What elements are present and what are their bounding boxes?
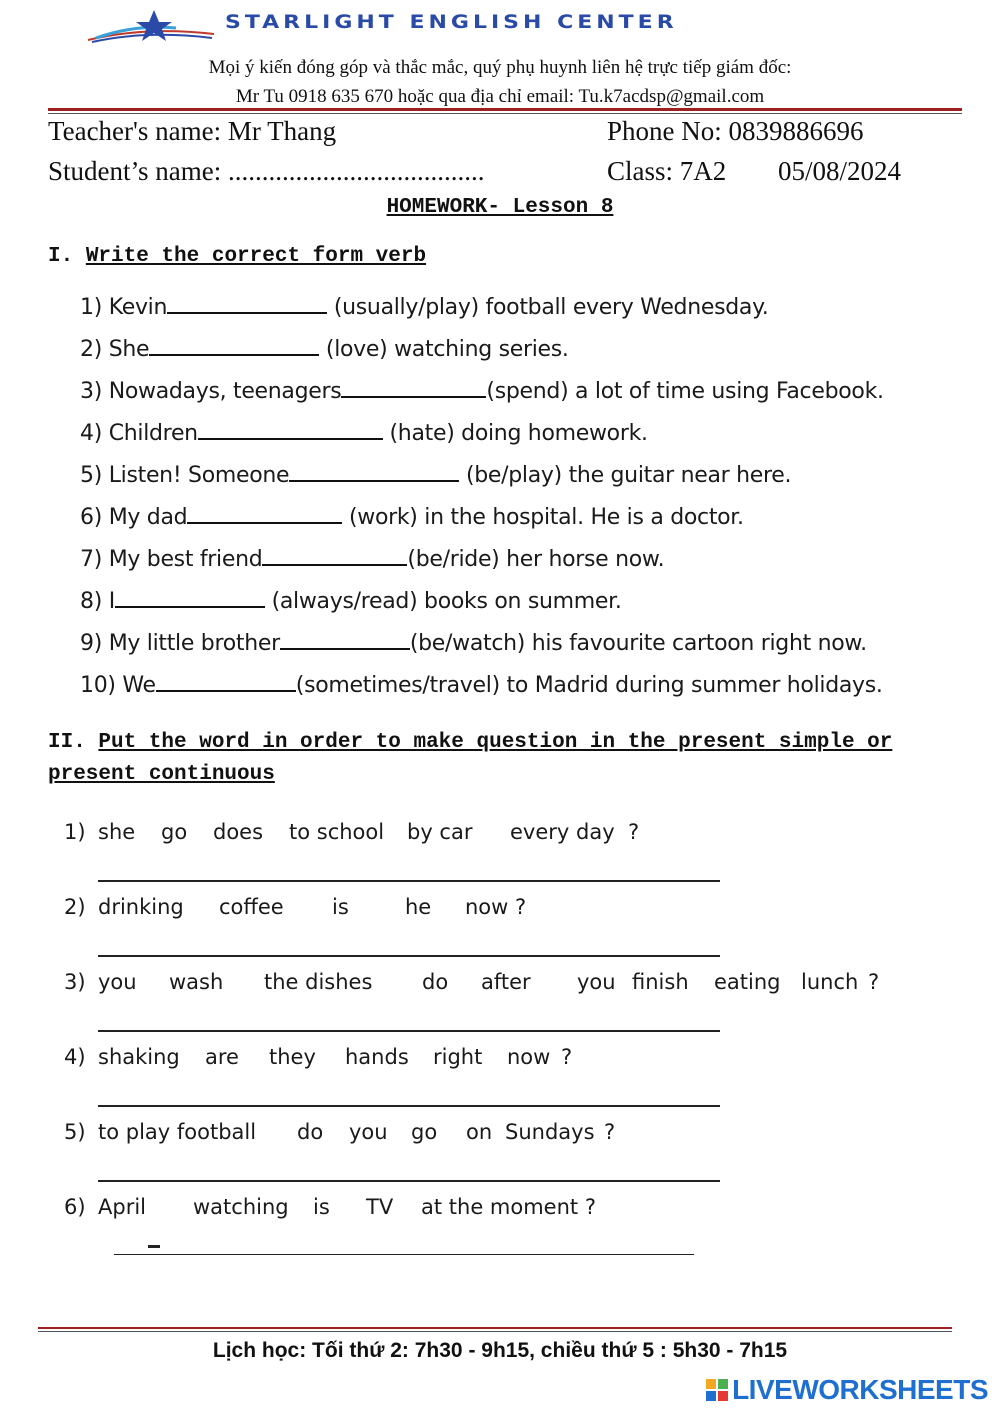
item-text: My best friend [108, 547, 263, 572]
section-2-number: II. [48, 731, 86, 754]
word-chip: are [205, 1045, 239, 1069]
exercise-1-item [80, 630, 867, 656]
word-chip: TV [366, 1195, 394, 1219]
item-number: 5) [64, 1120, 86, 1144]
answer-blank[interactable] [115, 588, 265, 608]
section-2-title: Put the word in order to make question in the present simple or [98, 731, 893, 754]
word-chip: April [98, 1195, 146, 1219]
word-chip: right [433, 1045, 483, 1069]
item-number: 2) [64, 895, 86, 919]
item-number: 4) [80, 421, 102, 446]
answer-line[interactable] [98, 955, 720, 957]
item-number: 1) [80, 295, 102, 320]
word-chip: watching [193, 1195, 289, 1219]
section-1-title: Write the correct form verb [85, 245, 427, 268]
question-2-item [64, 895, 526, 919]
answer-line[interactable] [98, 1105, 720, 1107]
exercise-1-item [80, 336, 569, 362]
item-text: (hate) doing homework. [382, 421, 648, 446]
logo-star-icon [86, 8, 216, 44]
word-chip: finish [632, 970, 689, 994]
section-2-title-line2: present continuous [48, 763, 275, 786]
exercise-1-item [80, 672, 883, 698]
answer-dash [148, 1245, 160, 1248]
class-label: Class: 7A2 [607, 156, 727, 186]
word-chip: is [313, 1195, 330, 1219]
word-chip: Sundays [505, 1120, 595, 1144]
answer-line[interactable] [98, 880, 720, 882]
word-chip: after [481, 970, 531, 994]
item-text: My little brother [108, 631, 280, 656]
item-text: I [108, 589, 115, 614]
item-number: 10) [80, 673, 116, 698]
section-2-heading [48, 731, 892, 754]
exercise-1-item [80, 462, 791, 488]
answer-blank[interactable] [198, 420, 383, 440]
item-text: (be/play) the guitar near here. [459, 463, 792, 488]
word-chip: they [269, 1045, 316, 1069]
item-number: 3) [80, 379, 102, 404]
homework-title: HOMEWORK- Lesson 8 [386, 196, 614, 219]
item-number: 6) [64, 1195, 86, 1219]
item-number: 4) [64, 1045, 86, 1069]
answer-blank[interactable] [167, 294, 327, 314]
answer-blank[interactable] [156, 672, 296, 692]
item-number: 6) [80, 505, 102, 530]
item-text: Nowadays, teenagers [108, 379, 342, 404]
question-2-item [64, 1045, 572, 1069]
word-chip: go [161, 820, 188, 844]
item-text: Kevin [108, 295, 168, 320]
item-text: (be/ride) her horse now. [407, 547, 665, 572]
class-schedule: Lịch học: Tối thứ 2: 7h30 - 9h15, chiều thứ 5 : 5h30 - 7h15 [212, 1339, 788, 1362]
contact-line-1: Mọi ý kiến đóng góp và thắc mắc, quý phụ huynh liên hệ trực tiếp giám đốc: [208, 57, 792, 78]
item-text: (usually/play) football every Wednesday. [327, 295, 769, 320]
word-chip: she [98, 820, 136, 844]
word-chip: shaking [98, 1045, 180, 1069]
word-chip: ? [561, 1045, 573, 1069]
item-number: 3) [64, 970, 86, 994]
word-chip: eating [714, 970, 781, 994]
item-text: (spend) a lot of time using Facebook. [486, 379, 884, 404]
item-number: 7) [80, 547, 102, 572]
answer-line[interactable] [114, 1254, 694, 1255]
exercise-1-item [80, 294, 768, 320]
answer-blank[interactable] [289, 462, 459, 482]
item-text: (work) in the hospital. He is a doctor. [342, 505, 744, 530]
section-1-number: I. [48, 245, 74, 268]
item-number: 5) [80, 463, 102, 488]
word-chip: ? [868, 970, 880, 994]
word-chip: the dishes [264, 970, 373, 994]
word-chip: hands [345, 1045, 409, 1069]
exercise-1-item [80, 588, 622, 614]
answer-blank[interactable] [149, 336, 319, 356]
answer-blank[interactable] [280, 630, 410, 650]
word-chip: drinking [98, 895, 184, 919]
word-chip: now ? [465, 895, 527, 919]
word-chip: on [466, 1120, 493, 1144]
word-chip: do [422, 970, 449, 994]
word-chip: do [297, 1120, 324, 1144]
answer-blank[interactable] [187, 504, 342, 524]
item-number: 1) [64, 820, 86, 844]
answer-blank[interactable] [262, 546, 407, 566]
footer-divider [38, 1327, 952, 1329]
word-chip: lunch [801, 970, 859, 994]
item-text: (love) watching series. [319, 337, 569, 362]
exercise-1-item [80, 546, 664, 572]
item-text: Children [108, 421, 198, 446]
exercise-1-item [80, 504, 744, 530]
contact-line-2: Mr Tu 0918 635 670 hoặc qua địa chỉ email: Tu.k7acdsp@gmail.com [235, 86, 765, 107]
word-chip: you [577, 970, 616, 994]
word-chip: is [332, 895, 349, 919]
exercise-1-item [80, 378, 884, 404]
footer-divider-thin [38, 1331, 952, 1332]
item-number: 8) [80, 589, 102, 614]
item-number: 2) [80, 337, 102, 362]
word-chip: to school [289, 820, 385, 844]
question-2-item [64, 1120, 615, 1144]
answer-blank[interactable] [341, 378, 486, 398]
word-chip: at the moment ? [421, 1195, 596, 1219]
date: 05/08/2024 [778, 156, 902, 186]
item-text: She [108, 337, 150, 362]
brand-text: LIVEWORKSHEETS [732, 1374, 988, 1405]
student-name-field: Student’s name: ...................................... [48, 156, 485, 186]
section-2-heading-cont [48, 763, 275, 786]
word-chip: does [213, 820, 264, 844]
header-divider [48, 108, 962, 111]
word-chip: you [349, 1120, 388, 1144]
word-chip: wash [169, 970, 224, 994]
question-2-item [64, 820, 639, 844]
word-chip: you [98, 970, 137, 994]
answer-line[interactable] [98, 1180, 720, 1182]
item-text: (sometimes/travel) to Madrid during summer holidays. [295, 673, 883, 698]
exercise-1-item [80, 420, 648, 446]
phone-number: Phone No: 0839886696 [607, 116, 864, 146]
item-text: My dad [108, 505, 188, 530]
item-text: Listen! Someone [108, 463, 290, 488]
word-chip: ? [604, 1120, 616, 1144]
liveworksheets-icon [706, 1379, 728, 1401]
center-name: STARLIGHT ENGLISH CENTER [225, 12, 678, 34]
word-chip: he [405, 895, 432, 919]
liveworksheets-logo [706, 1374, 988, 1406]
item-text: We [122, 673, 156, 698]
item-number: 9) [80, 631, 102, 656]
teacher-name: Teacher's name: Mr Thang [48, 116, 337, 146]
word-chip: by car [407, 820, 473, 844]
item-text: (always/read) books on summer. [264, 589, 622, 614]
word-chip: now [507, 1045, 551, 1069]
word-chip: go [411, 1120, 438, 1144]
word-chip: coffee [219, 895, 284, 919]
word-chip: every day [510, 820, 615, 844]
question-2-item [64, 970, 879, 994]
header-divider-thin [48, 113, 962, 114]
word-chip: to play football [98, 1120, 257, 1144]
item-text: (be/watch) his favourite cartoon right now. [409, 631, 867, 656]
word-chip: ? [628, 820, 640, 844]
answer-line[interactable] [98, 1030, 720, 1032]
section-1-heading [48, 245, 426, 268]
question-2-item [64, 1195, 596, 1219]
